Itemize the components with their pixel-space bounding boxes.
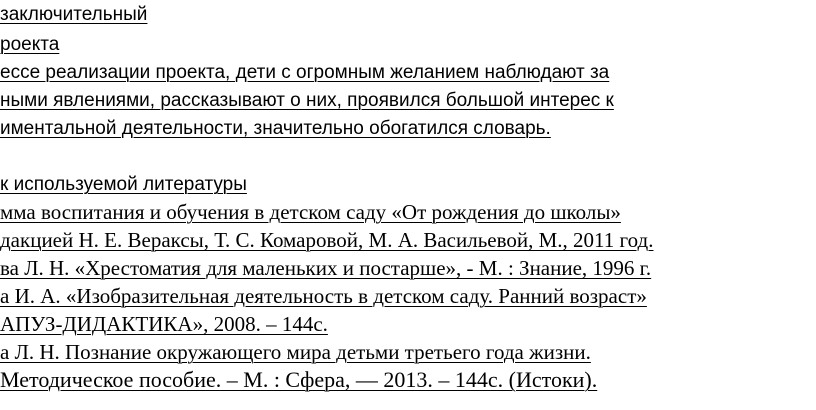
literature-item-line: АПУЗ-ДИДАКТИКА», 2008. – 144с. — [0, 312, 328, 336]
literature-item-line: а И. А. «Изобразительная деятельность в детском саду. Ранний возраст» — [0, 284, 647, 308]
section-heading-final: заключительный — [0, 4, 148, 25]
paragraph-line: ессе реализации проекта, дети с огромным желанием наблюдают за — [0, 62, 610, 83]
literature-item-line: Методическое пособие. – М. : Сфера, — 2013. – 144с. (Истоки). — [0, 367, 598, 392]
literature-item-line: мма воспитания и обучения в детском саду «От рождения до школы» — [0, 200, 621, 224]
literature-item-line: дакцией Н. Е. Вераксы, Т. С. Комаровой, М. А. Васильевой, М., 2011 год. — [0, 228, 654, 252]
literature-item-line: а Л. Н. Познание окружающего мира детьми третьего года жизни. — [0, 340, 591, 364]
paragraph-line: ными явлениями, рассказывают о них, проявился большой интерес к — [0, 90, 614, 111]
paragraph-line: иментальной деятельности, значительно обогатился словарь. — [0, 118, 551, 139]
literature-item-line: ва Л. Н. «Хрестоматия для маленьких и постарше», - М. : Знание, 1996 г. — [0, 256, 652, 280]
literature-heading: к используемой литературы — [0, 174, 247, 195]
section-heading-final-cont: роекта — [0, 34, 60, 55]
